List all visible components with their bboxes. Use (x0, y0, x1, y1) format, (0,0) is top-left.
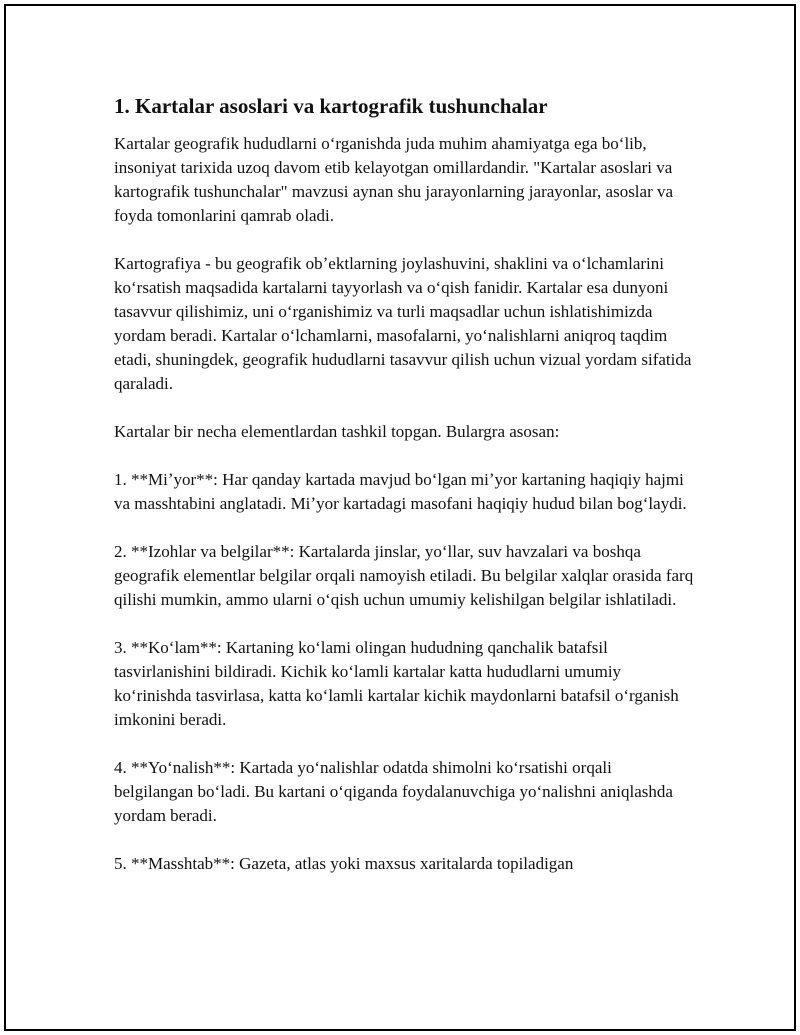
intro-paragraph: Kartalar geografik hududlarni oʻrganishda juda muhim ahamiyatga ega boʻlib, insoniyat tarixida uzoq davom etib kelayotgan omillardandir. "Kartalar asoslari va kartografik tushunchalar" mavzusi aynan shu jarayonlarning jarayonlar, asoslar va foyda tomonlarini qamrab oladi. (114, 134, 674, 225)
document-title: 1. Kartalar asoslari va kartografik tushunchalar (114, 94, 548, 118)
list-item-scale: 5. **Masshtab**: Gazeta, atlas yoki maxsus xaritalarda topiladigan (114, 854, 574, 873)
document-body (114, 92, 694, 900)
list-item-legend-symbols: 2. **Izohlar va belgilar**: Kartalarda jinslar, yoʻllar, suv havzalari va boshqa geografik elementlar belgilar orqali namoyish etiladi. Bu belgilar xalqlar orasida farq qilishi mumkin, ammo ularni oʻqish uchun umumiy kelishilgan belgilar ishlatiladi. (114, 542, 694, 609)
list-item-scale-ratio: 1. **Miʼyor**: Har qanday kartada mavjud boʻlgan miʼyor kartaning haqiqiy hajmi va masshtabini anglatadi. Miʼyor kartadagi masofani haqiqiy hudud bilan bogʻlaydi. (114, 470, 687, 513)
elements-intro-paragraph: Kartalar bir necha elementlardan tashkil topgan. Bulargra asosan: (114, 422, 560, 441)
list-item-extent: 3. **Koʻlam**: Kartaning koʻlami olingan hududning qanchalik batafsil tasvirlanishini bildiradi. Kichik koʻlamli kartalar katta hududlarni umumiy koʻrinishda tasvirlasa, katta koʻlamli kartalar kichik maydonlarni batafsil oʻrganish imkonini beradi. (114, 638, 679, 729)
cartography-paragraph: Kartografiya - bu geografik obʼektlarning joylashuvini, shaklini va oʻlchamlarini koʻrsatish maqsadida kartalarni tayyorlash va oʻqish fanidir. Kartalar esa dunyoni tasavvur qilishimiz, uni oʻrganishimiz va turli maqsadlar uchun ishlatishimizda yordam beradi. Kartalar oʻlchamlarni, masofalarni, yoʻnalishlarni aniqroq taqdim etadi, shuningdek, geografik hududlarni tasavvur qilish uchun vizual yordam sifatida qaraladi. (114, 254, 692, 393)
list-item-direction: 4. **Yoʻnalish**: Kartada yoʻnalishlar odatda shimolni koʻrsatishi orqali belgilangan boʻladi. Bu kartani oʻqiganda foydalanuvchiga yoʻnalishni aniqlashda yordam beradi. (114, 758, 673, 825)
